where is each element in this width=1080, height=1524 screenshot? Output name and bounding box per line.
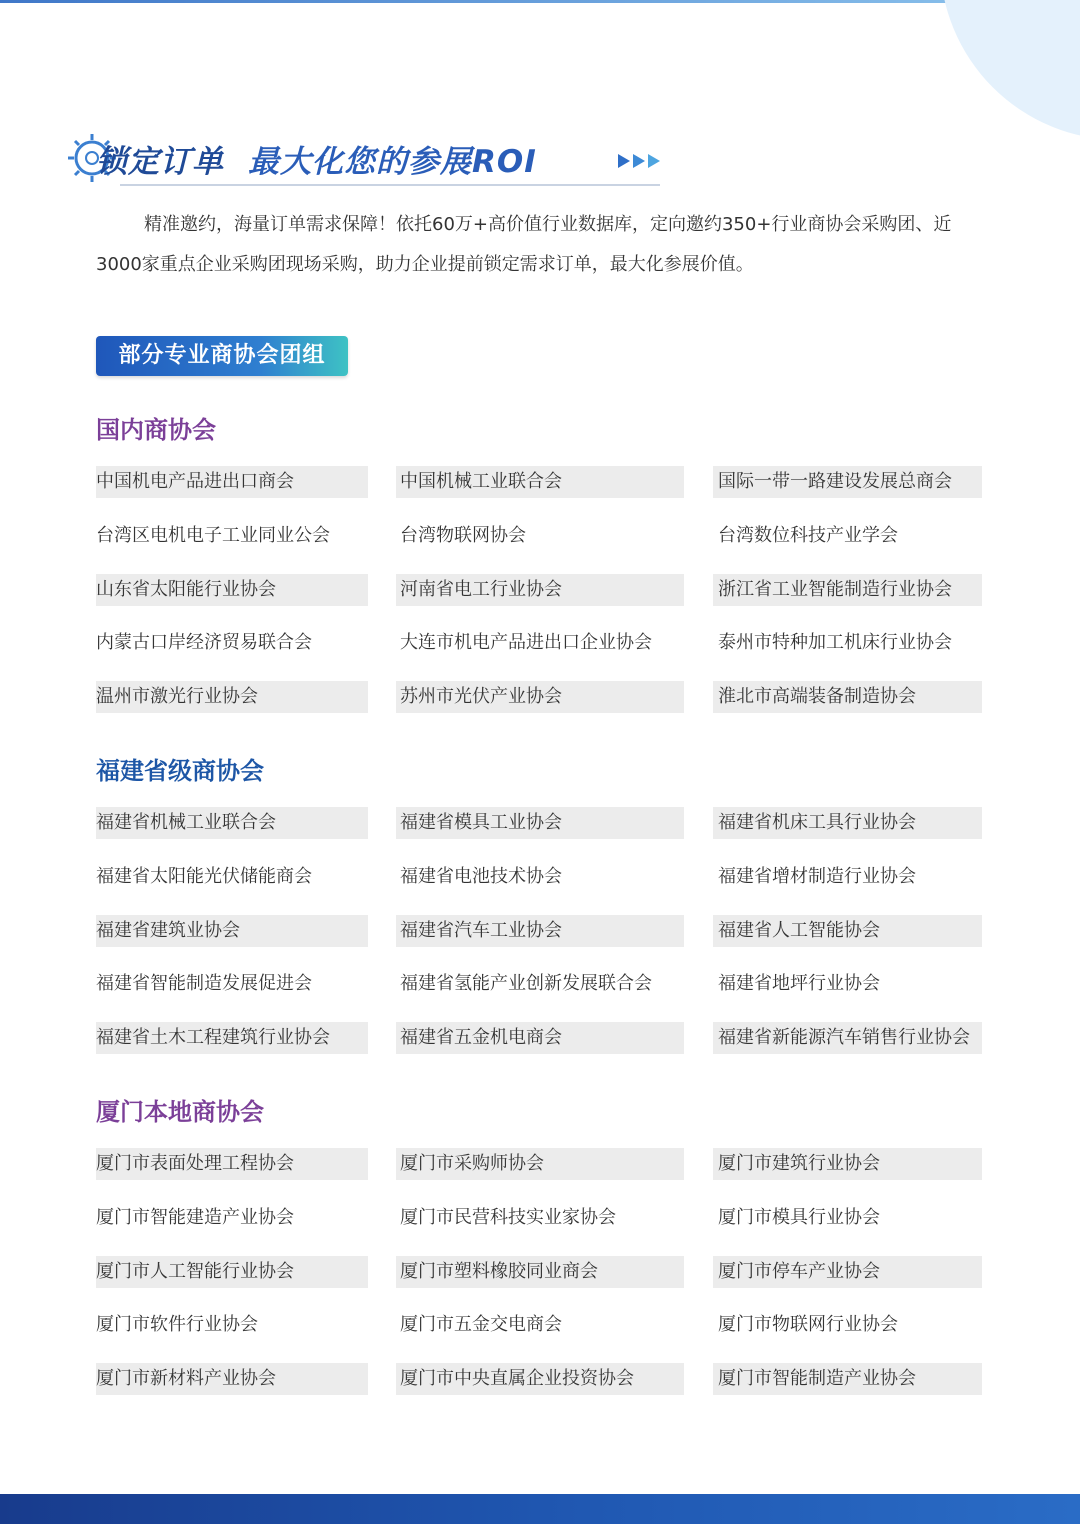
list-item: 福建省智能制造发展促进会 xyxy=(96,973,312,994)
list-item: 台湾区电机电子工业同业公会 xyxy=(96,525,330,546)
group-badge xyxy=(96,336,348,376)
list-item: 国际一带一路建设发展总商会 xyxy=(713,466,982,498)
list-item: 厦门市表面处理工程协会 xyxy=(96,1148,368,1180)
list-item: 浙江省工业智能制造行业协会 xyxy=(713,574,982,606)
heading-title-part1: 锁定订单 xyxy=(96,144,224,180)
heading-underline xyxy=(120,184,660,186)
top-accent-line xyxy=(0,0,1080,3)
list-item: 厦门市人工智能行业协会 xyxy=(96,1256,368,1288)
list-item: 福建省汽车工业协会 xyxy=(396,915,684,947)
section-heading xyxy=(62,126,682,192)
category-title-domestic: 国内商协会 xyxy=(96,416,216,444)
list-item: 河南省电工行业协会 xyxy=(396,574,684,606)
list-item: 福建省人工智能协会 xyxy=(713,915,982,947)
list-item: 厦门市中央直属企业投资协会 xyxy=(396,1363,684,1395)
triple-arrow-icon xyxy=(618,152,664,170)
list-item: 福建省机械工业联合会 xyxy=(96,807,368,839)
list-item: 厦门市软件行业协会 xyxy=(96,1314,258,1335)
list-item: 厦门市模具行业协会 xyxy=(718,1207,880,1228)
list-item: 厦门市智能制造产业协会 xyxy=(713,1363,982,1395)
list-item: 福建省机床工具行业协会 xyxy=(713,807,982,839)
list-item: 厦门市建筑行业协会 xyxy=(713,1148,982,1180)
list-item: 大连市机电产品进出口企业协会 xyxy=(400,632,652,653)
list-item: 厦门市五金交电商会 xyxy=(400,1314,562,1335)
list-item: 中国机械工业联合会 xyxy=(396,466,684,498)
category-title-xiamen: 厦门本地商协会 xyxy=(96,1098,264,1126)
list-item: 中国机电产品进出口商会 xyxy=(96,466,368,498)
list-item: 福建省土木工程建筑行业协会 xyxy=(96,1022,368,1054)
list-item: 台湾数位科技产业学会 xyxy=(718,525,898,546)
list-item: 福建省电池技术协会 xyxy=(400,866,562,887)
decorative-circle xyxy=(940,0,1080,140)
list-item: 福建省五金机电商会 xyxy=(396,1022,684,1054)
list-item: 福建省太阳能光伏储能商会 xyxy=(96,866,312,887)
list-item: 内蒙古口岸经济贸易联合会 xyxy=(96,632,312,653)
list-item: 淮北市高端装备制造协会 xyxy=(713,681,982,713)
intro-paragraph: 精准邀约，海量订单需求保障！依托60万+高价值行业数据库，定向邀约350+行业商协会采购团、近3000家重点企业采购团现场采购，助力企业提前锁定需求订单，最大化参展价值。 xyxy=(96,214,952,275)
list-item: 福建省新能源汽车销售行业协会 xyxy=(713,1022,982,1054)
heading-title xyxy=(96,136,537,181)
list-item: 厦门市物联网行业协会 xyxy=(718,1314,898,1335)
list-item: 厦门市新材料产业协会 xyxy=(96,1363,368,1395)
list-item: 温州市激光行业协会 xyxy=(96,681,368,713)
footer-bar xyxy=(0,1494,1080,1524)
list-item: 福建省模具工业协会 xyxy=(396,807,684,839)
list-item: 台湾物联网协会 xyxy=(400,525,526,546)
list-item: 苏州市光伏产业协会 xyxy=(396,681,684,713)
list-item: 泰州市特种加工机床行业协会 xyxy=(718,632,952,653)
list-item: 福建省增材制造行业协会 xyxy=(718,866,916,887)
list-item: 厦门市民营科技实业家协会 xyxy=(400,1207,616,1228)
heading-title-part2: 最大化您的参展ROI xyxy=(248,144,537,180)
list-item: 厦门市停车产业协会 xyxy=(713,1256,982,1288)
list-item: 福建省地坪行业协会 xyxy=(718,973,880,994)
list-item: 福建省氢能产业创新发展联合会 xyxy=(400,973,652,994)
list-item: 厦门市智能建造产业协会 xyxy=(96,1207,294,1228)
category-title-fujian: 福建省级商协会 xyxy=(96,757,264,785)
list-item: 山东省太阳能行业协会 xyxy=(96,574,368,606)
group-badge-label: 部分专业商协会团组 xyxy=(118,343,326,368)
list-item: 厦门市采购师协会 xyxy=(396,1148,684,1180)
list-item: 厦门市塑料橡胶同业商会 xyxy=(396,1256,684,1288)
list-item: 福建省建筑业协会 xyxy=(96,915,368,947)
